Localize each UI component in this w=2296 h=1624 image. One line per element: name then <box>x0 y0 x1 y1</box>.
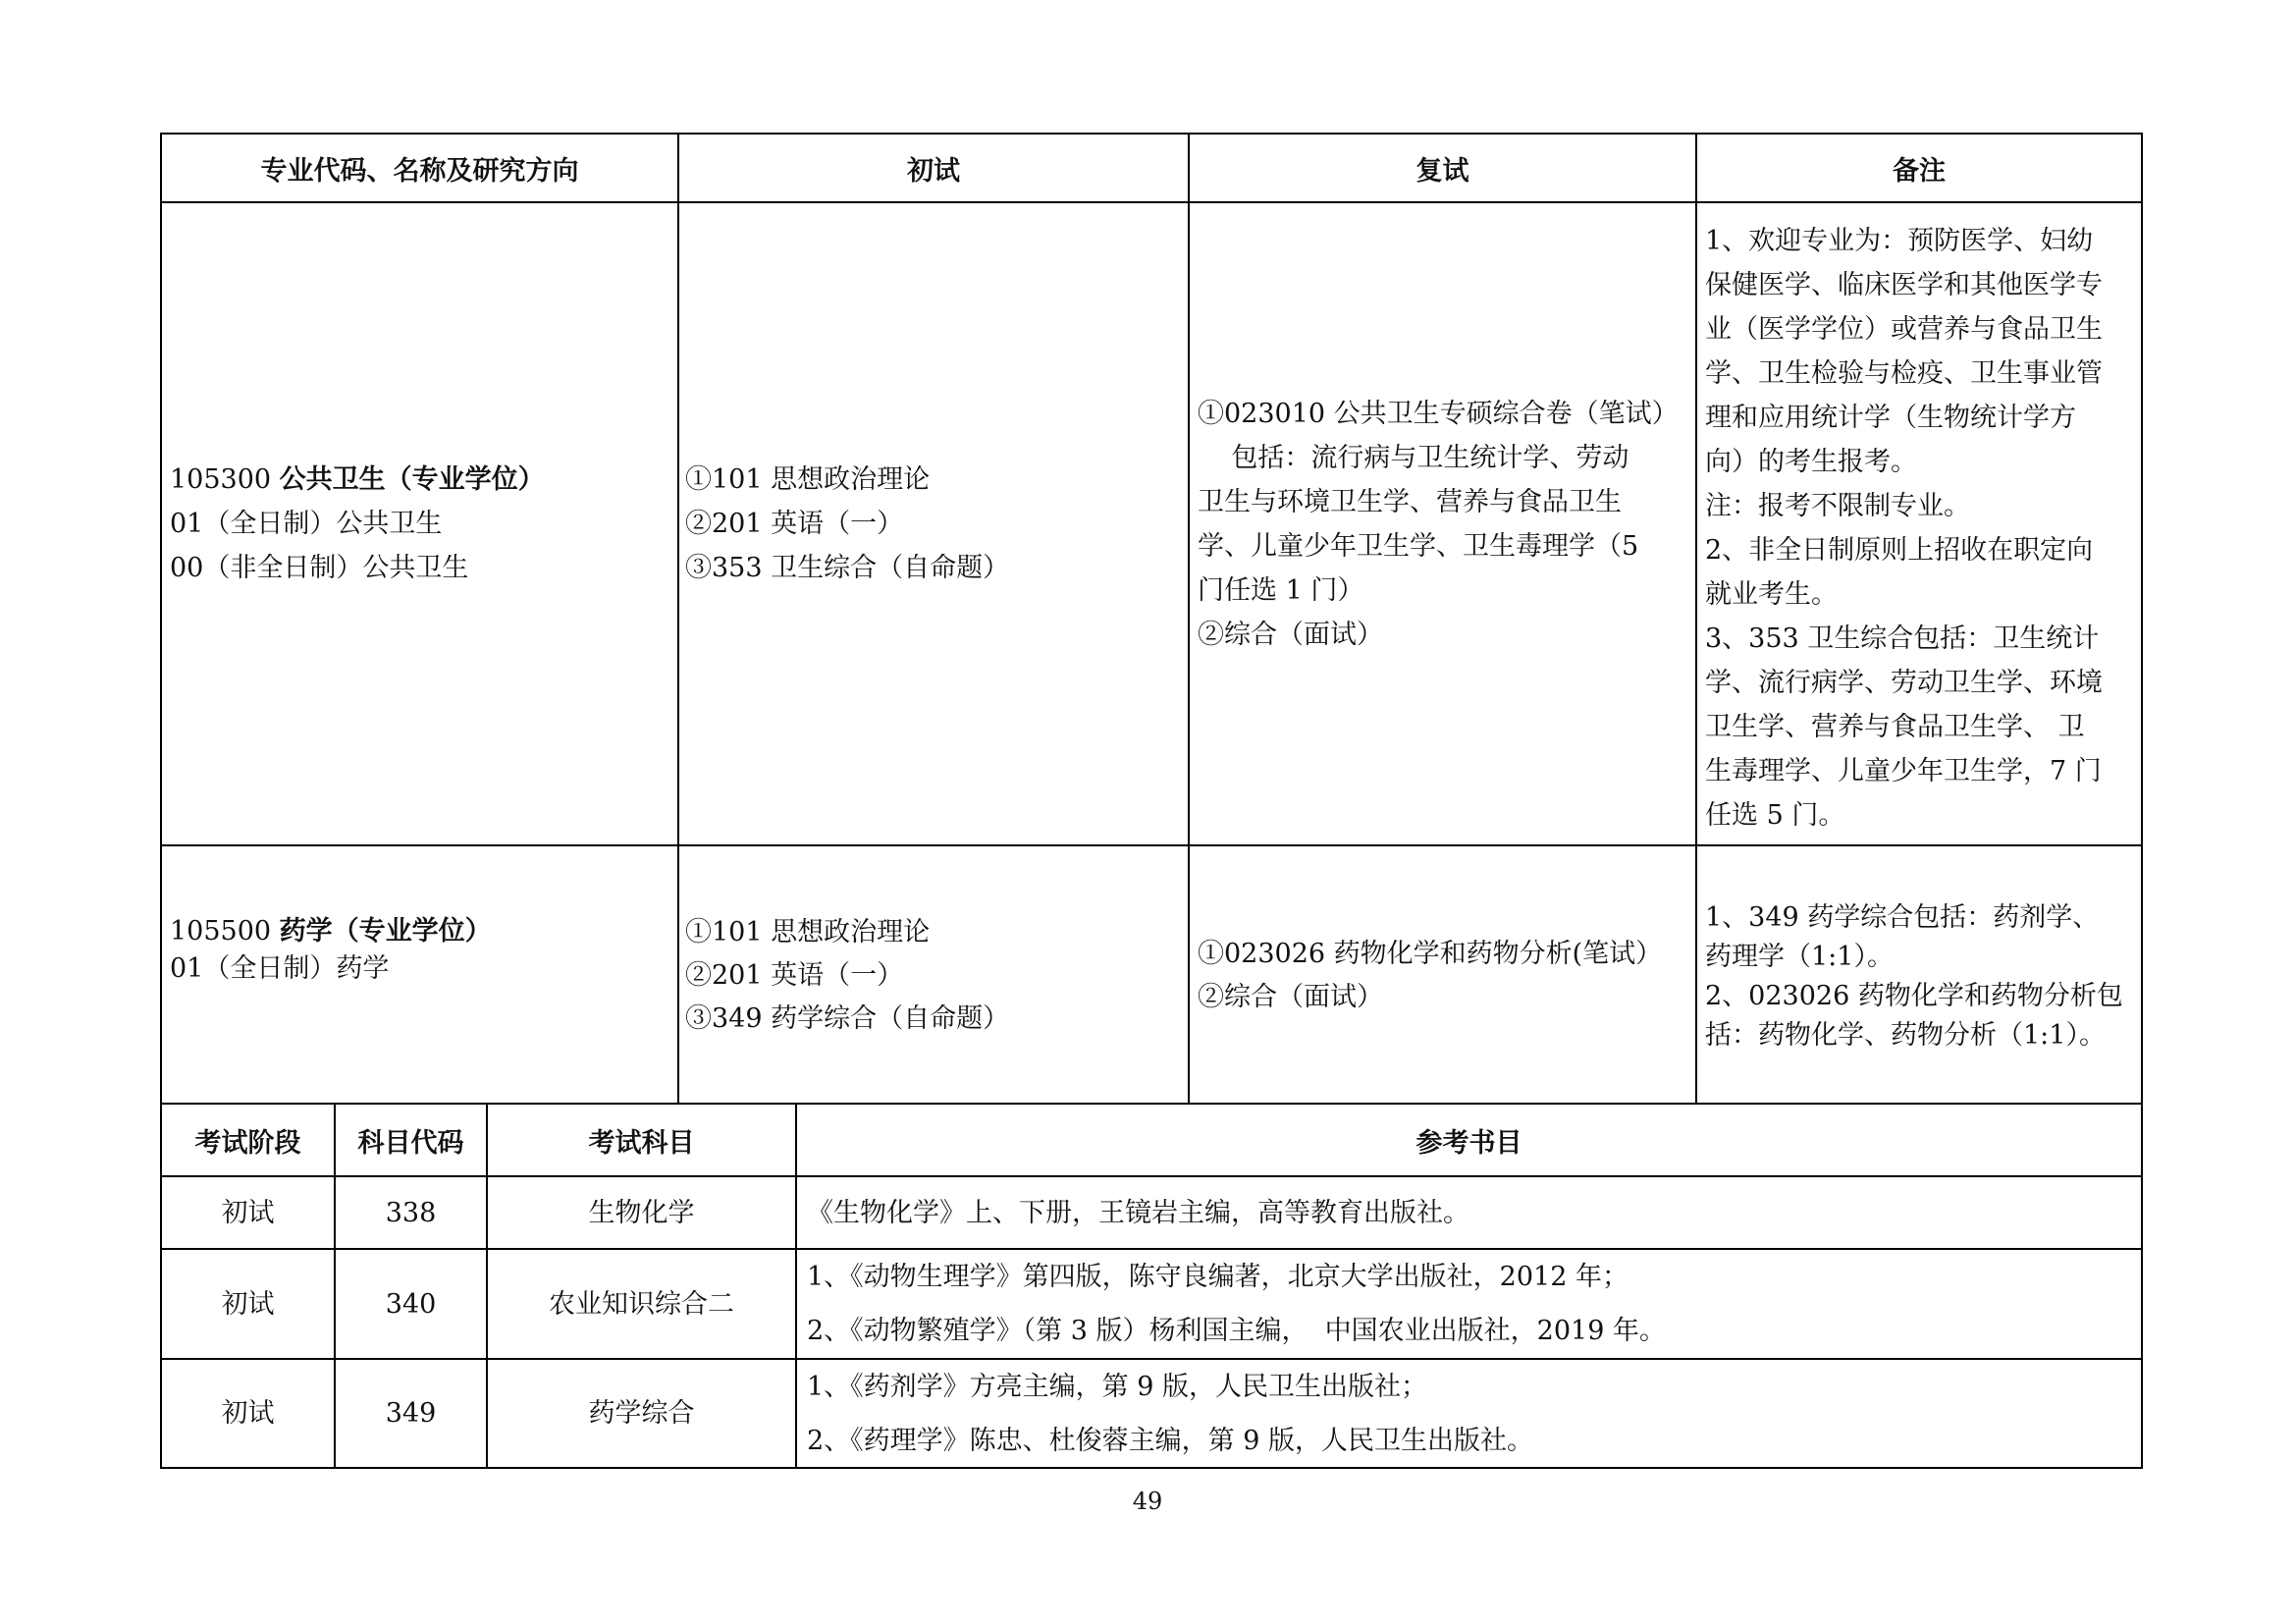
top-table-row-divider <box>160 844 2143 846</box>
reference-book: 2、《药理学》陈忠、杜俊蓉主编，第 9 版，人民卫生出版社。 <box>807 1425 1534 1456</box>
row2-direction: 01（全日制）药学 <box>170 953 390 984</box>
row2-notes-cell <box>1705 898 2137 1075</box>
row2-note-line: 药理学（1:1）。 <box>1705 942 1894 972</box>
row1-note-line: 任选 5 门。 <box>1705 800 1845 831</box>
row1-initial-item: ②201 英语（一） <box>685 509 904 539</box>
subject-code: 340 <box>385 1288 437 1320</box>
reference-book: 1、《药剂学》方亮主编，第 9 版，人民卫生出版社； <box>807 1371 1428 1402</box>
row1-direction: 00（非全日制）公共卫生 <box>170 553 469 583</box>
row2-retest-cell <box>1198 933 1693 1031</box>
row2-initial-cell <box>685 911 1186 1049</box>
row1-note-line: 就业考生。 <box>1705 579 1838 610</box>
row1-note-line: 保健医学、临床医学和其他医学专 <box>1705 270 2103 300</box>
subject-name: 药学综合 <box>588 1398 695 1429</box>
row1-note-line: 注：报考不限制专业。 <box>1705 491 1970 521</box>
header-notes: 备注 <box>1893 155 1946 187</box>
header-stage: 考试阶段 <box>194 1127 301 1159</box>
row1-retest-line: ②综合（面试） <box>1198 619 1383 650</box>
row2-note-line: 括：药物化学、药物分析（1:1）。 <box>1705 1020 2106 1051</box>
exam-stage: 初试 <box>221 1288 275 1320</box>
subject-code: 349 <box>385 1398 437 1429</box>
header-retest: 复试 <box>1415 155 1469 187</box>
row2-major-code: 105500 <box>170 916 272 947</box>
row2-retest-line: ②综合（面试） <box>1198 982 1383 1012</box>
row1-retest-line: 包括：流行病与卫生统计学、劳动 <box>1198 442 1629 473</box>
row1-note-line: 业（医学学位）或营养与食品卫生 <box>1705 314 2103 345</box>
row1-retest-line: 门任选 1 门） <box>1198 574 1364 606</box>
row1-retest-cell <box>1198 203 1693 844</box>
header-subject: 考试科目 <box>588 1127 695 1159</box>
row1-initial-cell <box>685 203 1186 844</box>
row2-note-line: 1、349 药学综合包括：药剂学、 <box>1705 902 2100 933</box>
header-references: 参考书目 <box>1415 1127 1522 1159</box>
header-major: 专业代码、名称及研究方向 <box>260 155 579 187</box>
row1-major-code: 105300 <box>170 464 272 495</box>
row2-note-line: 2、023026 药物化学和药物分析包 <box>1705 981 2123 1011</box>
row1-note-line: 生毒理学、儿童少年卫生学，7 门 <box>1705 756 2102 786</box>
row1-note-line: 理和应用统计学（生物统计学方 <box>1705 403 2076 433</box>
subject-name: 农业知识综合二 <box>549 1288 734 1320</box>
row1-initial-item: ③353 卫生综合（自命题） <box>685 553 1010 583</box>
row2-retest-line: ①023026 药物化学和药物分析(笔试） <box>1198 939 1663 969</box>
row1-note-line: 1、欢迎专业为：预防医学、妇幼 <box>1705 226 2094 256</box>
row1-note-line: 卫生学、营养与食品卫生学、 卫 <box>1705 712 2085 742</box>
reference-cell <box>807 1177 2137 1248</box>
row1-major-name: 公共卫生（专业学位） <box>279 464 545 495</box>
header-subject-code: 科目代码 <box>357 1127 464 1159</box>
top-table-col-divider-3 <box>1695 133 1697 1104</box>
row1-note-line: 3、353 卫生综合包括：卫生统计 <box>1705 623 2100 654</box>
row1-notes-cell <box>1705 219 2137 838</box>
header-initial: 初试 <box>907 155 960 187</box>
top-table-col-divider-1 <box>677 133 679 1104</box>
exam-stage: 初试 <box>221 1197 275 1228</box>
row1-initial-item: ①101 思想政治理论 <box>685 464 931 495</box>
row2-major-cell <box>170 913 675 1011</box>
row1-note-line: 向）的考生报考。 <box>1705 447 1917 477</box>
reference-book: 《生物化学》上、下册，王镜岩主编，高等教育出版社。 <box>807 1197 1469 1228</box>
reference-cell <box>807 1360 2137 1467</box>
reference-cell <box>807 1250 2137 1358</box>
subject-code: 338 <box>385 1197 437 1228</box>
row2-initial-item: ③349 药学综合（自命题） <box>685 1003 1010 1034</box>
top-table-col-divider-2 <box>1188 133 1190 1104</box>
row1-retest-line: 学、儿童少年卫生学、卫生毒理学（5 <box>1198 530 1639 562</box>
row1-note-line: 学、卫生检验与检疫、卫生事业管 <box>1705 358 2103 389</box>
row1-note-line: 学、流行病学、劳动卫生学、环境 <box>1705 668 2103 698</box>
page-number: 49 <box>1132 1488 1163 1515</box>
row1-note-line: 2、非全日制原则上招收在职定向 <box>1705 535 2094 566</box>
row1-major-cell <box>170 203 675 844</box>
exam-stage: 初试 <box>221 1398 275 1429</box>
row2-initial-item: ②201 英语（一） <box>685 960 904 991</box>
reference-book: 2、《动物繁殖学》（第 3 版）杨利国主编， 中国农业出版社，2019 年。 <box>807 1316 1666 1346</box>
row1-direction: 01（全日制）公共卫生 <box>170 509 443 539</box>
reference-book: 1、《动物生理学》第四版，陈守良编著，北京大学出版社，2012 年； <box>807 1262 1629 1292</box>
row2-initial-item: ①101 思想政治理论 <box>685 917 931 947</box>
table-border-right <box>2141 133 2143 1468</box>
row1-retest-line: ①023010 公共卫生专硕综合卷（笔试） <box>1198 398 1679 429</box>
row2-major-name: 药学（专业学位） <box>279 916 492 947</box>
subject-name: 生物化学 <box>588 1197 695 1228</box>
row1-retest-line: 卫生与环境卫生学、营养与食品卫生 <box>1198 486 1622 517</box>
